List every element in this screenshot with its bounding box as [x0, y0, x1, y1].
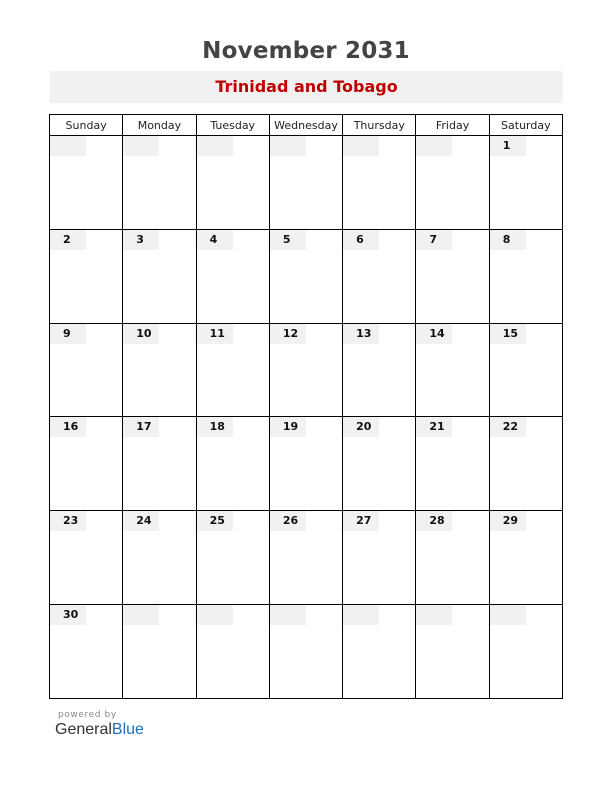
- day-number: 1: [490, 136, 526, 156]
- day-number: [343, 605, 379, 625]
- day-cell: [489, 511, 562, 605]
- day-number: [123, 136, 159, 156]
- day-number: 25: [197, 511, 233, 531]
- day-number: 27: [343, 511, 379, 531]
- day-cell: [416, 605, 489, 699]
- day-cell: [123, 229, 196, 323]
- day-number: [416, 605, 452, 625]
- week-row: [50, 417, 563, 511]
- day-number: [490, 605, 526, 625]
- day-cell: [343, 605, 416, 699]
- weekday-sunday: Sunday: [50, 115, 123, 136]
- day-number: 20: [343, 417, 379, 437]
- day-cell: [489, 417, 562, 511]
- week-row: [50, 229, 563, 323]
- day-number: 5: [270, 230, 306, 250]
- day-number: 13: [343, 324, 379, 344]
- day-number: 23: [50, 511, 86, 531]
- day-cell: [343, 323, 416, 417]
- day-number: [50, 136, 86, 156]
- day-number: 22: [490, 417, 526, 437]
- day-number: [270, 605, 306, 625]
- day-cell: [416, 323, 489, 417]
- day-cell: [489, 323, 562, 417]
- day-cell: [416, 417, 489, 511]
- day-number: [270, 136, 306, 156]
- day-number: 9: [50, 324, 86, 344]
- day-number: 11: [197, 324, 233, 344]
- week-row: [50, 605, 563, 699]
- weekday-friday: Friday: [416, 115, 489, 136]
- day-number: 7: [416, 230, 452, 250]
- weekday-monday: Monday: [123, 115, 196, 136]
- day-cell: [269, 229, 342, 323]
- day-number: 2: [50, 230, 86, 250]
- day-cell: [489, 605, 562, 699]
- day-number: 21: [416, 417, 452, 437]
- weekday-thursday: Thursday: [343, 115, 416, 136]
- day-cell: [196, 136, 269, 230]
- day-number: 26: [270, 511, 306, 531]
- day-cell: [123, 323, 196, 417]
- day-cell: [343, 229, 416, 323]
- day-cell: [50, 511, 123, 605]
- powered-by-label: powered by: [58, 710, 117, 720]
- day-cell: [343, 136, 416, 230]
- day-cell: [269, 136, 342, 230]
- day-cell: [269, 417, 342, 511]
- day-number: 4: [197, 230, 233, 250]
- day-cell: [489, 229, 562, 323]
- day-number: 14: [416, 324, 452, 344]
- day-number: 18: [197, 417, 233, 437]
- day-cell: [50, 417, 123, 511]
- day-cell: [416, 511, 489, 605]
- day-number: 28: [416, 511, 452, 531]
- weekday-saturday: Saturday: [489, 115, 562, 136]
- day-number: [197, 136, 233, 156]
- day-number: 8: [490, 230, 526, 250]
- day-cell: [50, 605, 123, 699]
- day-number: 19: [270, 417, 306, 437]
- day-number: 24: [123, 511, 159, 531]
- day-cell: [343, 417, 416, 511]
- day-cell: [343, 511, 416, 605]
- brand-name-blue: Blue: [111, 721, 144, 738]
- day-cell: [123, 511, 196, 605]
- day-cell: [489, 136, 562, 230]
- day-number: [343, 136, 379, 156]
- day-cell: [416, 136, 489, 230]
- week-row: [50, 323, 563, 417]
- day-number: 17: [123, 417, 159, 437]
- day-cell: [196, 605, 269, 699]
- weekday-header-row: [50, 115, 563, 136]
- day-cell: [196, 229, 269, 323]
- day-cell: [269, 605, 342, 699]
- week-row: [50, 511, 563, 605]
- day-cell: [416, 229, 489, 323]
- day-cell: [196, 417, 269, 511]
- day-number: [123, 605, 159, 625]
- weekday-tuesday: Tuesday: [196, 115, 269, 136]
- weekday-wednesday: Wednesday: [269, 115, 342, 136]
- day-cell: [50, 136, 123, 230]
- day-number: 6: [343, 230, 379, 250]
- day-cell: [123, 136, 196, 230]
- day-number: 29: [490, 511, 526, 531]
- calendar-title: November 2031: [202, 38, 410, 64]
- day-cell: [123, 605, 196, 699]
- day-cell: [269, 511, 342, 605]
- calendar-grid: [49, 114, 563, 699]
- day-number: 15: [490, 324, 526, 344]
- week-row: [50, 136, 563, 230]
- day-number: 12: [270, 324, 306, 344]
- day-number: 16: [50, 417, 86, 437]
- day-number: [416, 136, 452, 156]
- day-number: 3: [123, 230, 159, 250]
- day-cell: [269, 323, 342, 417]
- day-number: [197, 605, 233, 625]
- day-cell: [196, 323, 269, 417]
- day-number: 10: [123, 324, 159, 344]
- day-cell: [50, 229, 123, 323]
- day-cell: [196, 511, 269, 605]
- region-banner: Trinidad and Tobago: [50, 71, 563, 103]
- brand-logo[interactable]: [55, 721, 144, 739]
- day-cell: [123, 417, 196, 511]
- brand-name-general: General: [55, 721, 112, 738]
- day-cell: [50, 323, 123, 417]
- day-number: 30: [50, 605, 86, 625]
